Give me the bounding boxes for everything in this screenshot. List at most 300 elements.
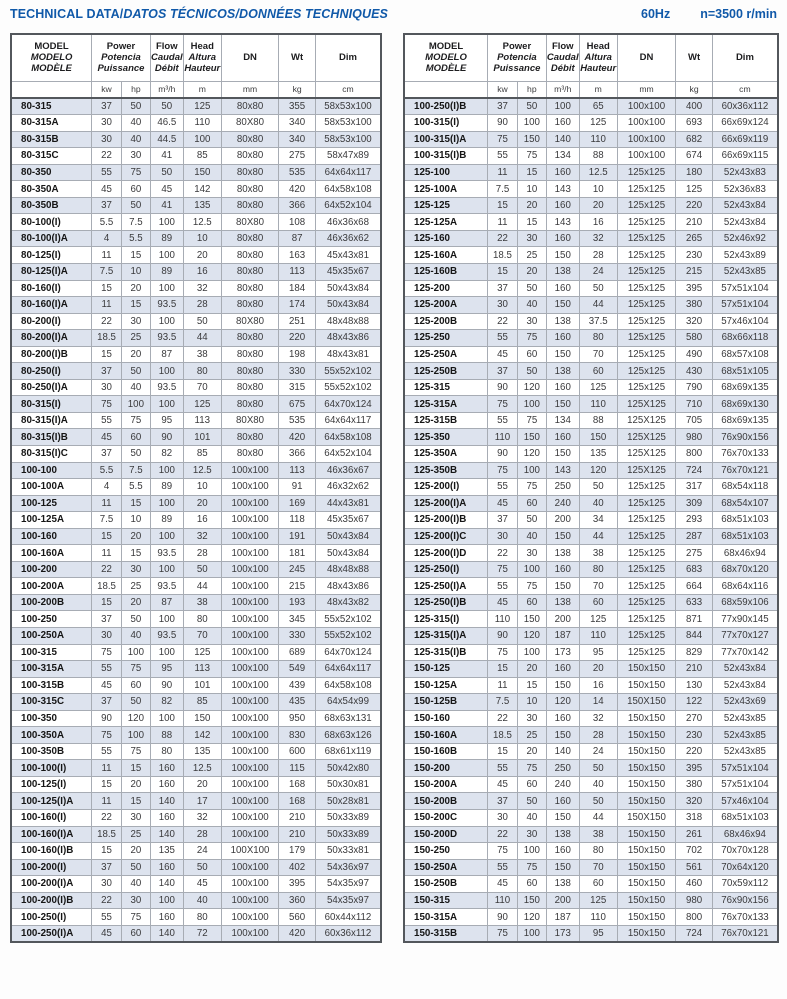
value-cell: 633 xyxy=(676,594,713,611)
value-cell: 980 xyxy=(676,429,713,446)
value-cell: 150x150 xyxy=(617,743,676,760)
value-cell: 160 xyxy=(150,776,183,793)
value-cell: 45 xyxy=(150,181,183,198)
value-cell: 28 xyxy=(579,727,617,744)
model-cell: 150-125A xyxy=(404,677,488,694)
table-row xyxy=(404,197,778,214)
model-cell: 125-250(I)A xyxy=(404,578,488,595)
value-cell: 54x35x97 xyxy=(315,892,381,909)
value-cell: 37 xyxy=(92,363,122,380)
model-cell: 125-315A xyxy=(404,396,488,413)
value-cell: 50 xyxy=(517,512,546,529)
value-cell: 682 xyxy=(676,131,713,148)
value-cell: 46x36x62 xyxy=(315,230,381,247)
value-cell: 560 xyxy=(279,909,316,926)
value-cell: 100 xyxy=(121,396,150,413)
value-cell: 90 xyxy=(92,710,122,727)
value-cell: 125x125 xyxy=(617,644,676,661)
value-cell: 100x100 xyxy=(221,628,279,645)
model-label-es: MODELO xyxy=(425,52,467,64)
table-row xyxy=(11,694,381,711)
value-cell: 50 xyxy=(183,859,221,876)
value-cell: 100x100 xyxy=(221,677,279,694)
value-cell: 100 xyxy=(517,115,546,132)
value-cell: 125 xyxy=(183,644,221,661)
value-cell: 100x100 xyxy=(221,892,279,909)
model-cell: 150-200 xyxy=(404,760,488,777)
value-cell: 790 xyxy=(676,379,713,396)
value-cell: 318 xyxy=(676,810,713,827)
value-cell: 11 xyxy=(488,164,518,181)
table-row xyxy=(404,661,778,678)
head-label-fr: Hauteur xyxy=(184,63,221,75)
model-cell: 150-125 xyxy=(404,661,488,678)
value-cell: 829 xyxy=(676,644,713,661)
value-cell: 18.5 xyxy=(488,247,518,264)
table-row xyxy=(11,909,381,926)
value-cell: 60x44x112 xyxy=(315,909,381,926)
value-cell: 37 xyxy=(92,859,122,876)
value-cell: 30 xyxy=(517,313,546,330)
table-row xyxy=(11,892,381,909)
value-cell: 150x150 xyxy=(617,892,676,909)
value-cell: 60 xyxy=(517,876,546,893)
table-row xyxy=(404,644,778,661)
value-cell: 125X125 xyxy=(617,412,676,429)
value-cell: 20 xyxy=(121,346,150,363)
value-cell: 402 xyxy=(279,859,316,876)
value-cell: 120 xyxy=(121,710,150,727)
model-cell: 100-200A xyxy=(11,578,92,595)
table-row xyxy=(404,230,778,247)
value-cell: 120 xyxy=(579,462,617,479)
value-cell: 664 xyxy=(676,578,713,595)
value-cell: 90 xyxy=(488,115,518,132)
value-cell: 693 xyxy=(676,115,713,132)
value-cell: 420 xyxy=(279,925,316,942)
value-cell: 30 xyxy=(92,628,122,645)
value-cell: 52x43x84 xyxy=(712,214,778,231)
value-cell: 50 xyxy=(517,280,546,297)
model-cell: 150-160A xyxy=(404,727,488,744)
table-row xyxy=(404,330,778,347)
value-cell: 60x36x112 xyxy=(315,925,381,942)
model-cell: 100-315B xyxy=(11,677,92,694)
value-cell: 125x125 xyxy=(617,214,676,231)
model-cell: 125-315(I)A xyxy=(404,628,488,645)
value-cell: 125x125 xyxy=(617,512,676,529)
value-cell: 37 xyxy=(488,98,518,115)
value-cell: 66x69x115 xyxy=(712,148,778,165)
model-cell: 125-160A xyxy=(404,247,488,264)
value-cell: 150 xyxy=(183,164,221,181)
value-cell: 70 xyxy=(579,346,617,363)
value-cell: 138 xyxy=(546,826,579,843)
value-cell: 250 xyxy=(546,479,579,496)
value-cell: 77x90x145 xyxy=(712,611,778,628)
model-cell: 125-200(I)C xyxy=(404,528,488,545)
value-cell: 150x150 xyxy=(617,776,676,793)
value-cell: 20 xyxy=(183,776,221,793)
value-cell: 439 xyxy=(279,677,316,694)
unit-wt: kg xyxy=(279,81,316,98)
value-cell: 150 xyxy=(517,429,546,446)
value-cell: 724 xyxy=(676,925,713,942)
model-cell: 100-160 xyxy=(11,528,92,545)
tables-container xyxy=(0,33,787,943)
value-cell: 58x53x100 xyxy=(315,98,381,115)
value-cell: 138 xyxy=(546,313,579,330)
value-cell: 134 xyxy=(546,412,579,429)
model-cell: 100-100(I) xyxy=(11,760,92,777)
model-units-cell xyxy=(404,81,488,98)
value-cell: 160 xyxy=(546,379,579,396)
value-cell: 75 xyxy=(488,843,518,860)
value-cell: 52x36x83 xyxy=(712,181,778,198)
value-cell: 28 xyxy=(183,545,221,562)
model-cell: 80-250(I)A xyxy=(11,379,92,396)
value-cell: 54x36x97 xyxy=(315,859,381,876)
wt-column-header xyxy=(676,34,713,81)
value-cell: 52x43x89 xyxy=(712,247,778,264)
value-cell: 125x125 xyxy=(617,230,676,247)
value-cell: 46.5 xyxy=(150,115,183,132)
value-cell: 64x52x104 xyxy=(315,445,381,462)
model-cell: 150-250 xyxy=(404,843,488,860)
value-cell: 600 xyxy=(279,743,316,760)
value-cell: 60 xyxy=(517,776,546,793)
value-cell: 87 xyxy=(150,346,183,363)
value-cell: 90 xyxy=(150,677,183,694)
value-cell: 90 xyxy=(488,379,518,396)
value-cell: 37 xyxy=(488,793,518,810)
flow-label-es: Caudal xyxy=(546,52,579,64)
value-cell: 60x36x112 xyxy=(712,98,778,115)
model-cell: 150-160B xyxy=(404,743,488,760)
table-row xyxy=(404,214,778,231)
value-cell: 68x69x135 xyxy=(712,379,778,396)
value-cell: 160 xyxy=(546,330,579,347)
value-cell: 150 xyxy=(546,578,579,595)
value-cell: 100X100 xyxy=(221,843,279,860)
value-cell: 125x125 xyxy=(617,164,676,181)
value-cell: 45 xyxy=(488,346,518,363)
value-cell: 101 xyxy=(183,677,221,694)
value-cell: 125x125 xyxy=(617,611,676,628)
right-table-body xyxy=(404,98,778,942)
table-row xyxy=(11,743,381,760)
value-cell: 52x43x83 xyxy=(712,164,778,181)
unit-flow: m³/h xyxy=(546,81,579,98)
value-cell: 55 xyxy=(92,743,122,760)
value-cell: 68x51x103 xyxy=(712,528,778,545)
value-cell: 80x80 xyxy=(221,263,279,280)
table-row xyxy=(404,545,778,562)
value-cell: 15 xyxy=(92,594,122,611)
value-cell: 22 xyxy=(488,826,518,843)
page-title-italic: DATOS TÉCNICOS/DONNÉES TECHNIQUES xyxy=(123,7,388,21)
value-cell: 125x125 xyxy=(617,330,676,347)
model-cell: 100-315(I)B xyxy=(404,148,488,165)
table-row xyxy=(11,330,381,347)
value-cell: 68x63x131 xyxy=(315,710,381,727)
value-cell: 980 xyxy=(676,892,713,909)
value-cell: 80x80 xyxy=(221,429,279,446)
value-cell: 160 xyxy=(546,197,579,214)
value-cell: 55x52x102 xyxy=(315,363,381,380)
value-cell: 198 xyxy=(279,346,316,363)
value-cell: 85 xyxy=(183,694,221,711)
value-cell: 320 xyxy=(676,793,713,810)
value-cell: 200 xyxy=(546,892,579,909)
model-cell: 125-100 xyxy=(404,164,488,181)
value-cell: 150 xyxy=(546,396,579,413)
value-cell: 45x35x67 xyxy=(315,512,381,529)
value-cell: 210 xyxy=(676,661,713,678)
value-cell: 45 xyxy=(92,925,122,942)
value-cell: 275 xyxy=(279,148,316,165)
value-cell: 535 xyxy=(279,164,316,181)
dn-label: DN xyxy=(243,52,257,64)
value-cell: 50x42x80 xyxy=(315,760,381,777)
value-cell: 38 xyxy=(183,594,221,611)
value-cell: 80X80 xyxy=(221,214,279,231)
value-cell: 30 xyxy=(121,561,150,578)
table-row xyxy=(11,710,381,727)
table-row xyxy=(404,843,778,860)
value-cell: 230 xyxy=(676,727,713,744)
value-cell: 77x70x142 xyxy=(712,644,778,661)
flow-label-es: Caudal xyxy=(150,52,183,64)
value-cell: 683 xyxy=(676,561,713,578)
value-cell: 75 xyxy=(92,644,122,661)
table-row xyxy=(404,479,778,496)
model-cell: 100-250(I)B xyxy=(404,98,488,115)
value-cell: 100x100 xyxy=(221,925,279,942)
value-cell: 45 xyxy=(488,495,518,512)
table-row xyxy=(404,727,778,744)
unit-head: m xyxy=(183,81,221,98)
value-cell: 68x51x103 xyxy=(712,512,778,529)
value-cell: 30 xyxy=(488,528,518,545)
table-row xyxy=(11,214,381,231)
value-cell: 40 xyxy=(121,115,150,132)
table-row xyxy=(404,115,778,132)
value-cell: 22 xyxy=(488,230,518,247)
value-cell: 25 xyxy=(121,826,150,843)
value-cell: 64x64x117 xyxy=(315,164,381,181)
left-table-body xyxy=(11,98,381,942)
model-cell: 125-200(I)B xyxy=(404,512,488,529)
value-cell: 100x100 xyxy=(221,810,279,827)
value-cell: 60 xyxy=(579,876,617,893)
model-cell: 100-160A xyxy=(11,545,92,562)
table-row xyxy=(404,876,778,893)
dn-column-header xyxy=(221,34,279,81)
value-cell: 45 xyxy=(92,181,122,198)
value-cell: 125 xyxy=(579,892,617,909)
power-label-en: Power xyxy=(502,40,532,52)
model-cell: 80-315 xyxy=(11,98,92,115)
table-row xyxy=(404,561,778,578)
model-cell: 80-350B xyxy=(11,197,92,214)
value-cell: 40 xyxy=(579,495,617,512)
value-cell: 125x125 xyxy=(617,594,676,611)
value-cell: 17 xyxy=(183,793,221,810)
value-cell: 37.5 xyxy=(579,313,617,330)
value-cell: 76x70x121 xyxy=(712,462,778,479)
table-row xyxy=(11,346,381,363)
model-cell: 80-125(I)A xyxy=(11,263,92,280)
value-cell: 64x70x124 xyxy=(315,644,381,661)
value-cell: 125 xyxy=(579,611,617,628)
value-cell: 100x100 xyxy=(617,131,676,148)
model-cell: 80-200(I)A xyxy=(11,330,92,347)
value-cell: 75 xyxy=(517,760,546,777)
value-cell: 150 xyxy=(517,892,546,909)
value-cell: 76x70x133 xyxy=(712,445,778,462)
unit-flow: m³/h xyxy=(150,81,183,98)
value-cell: 380 xyxy=(676,776,713,793)
value-cell: 125x125 xyxy=(617,528,676,545)
value-cell: 100x100 xyxy=(221,694,279,711)
value-cell: 250 xyxy=(546,760,579,777)
value-cell: 100 xyxy=(150,363,183,380)
value-cell: 160 xyxy=(546,843,579,860)
value-cell: 10 xyxy=(183,230,221,247)
value-cell: 30 xyxy=(121,313,150,330)
value-cell: 24 xyxy=(579,263,617,280)
value-cell: 100x100 xyxy=(617,98,676,115)
value-cell: 30 xyxy=(121,810,150,827)
value-cell: 68x59x106 xyxy=(712,594,778,611)
value-cell: 395 xyxy=(279,876,316,893)
value-cell: 37 xyxy=(488,512,518,529)
value-cell: 68x69x130 xyxy=(712,396,778,413)
model-cell: 125-315 xyxy=(404,379,488,396)
value-cell: 75 xyxy=(121,164,150,181)
value-cell: 100 xyxy=(517,462,546,479)
value-cell: 135 xyxy=(579,445,617,462)
table-row xyxy=(404,677,778,694)
value-cell: 40 xyxy=(121,876,150,893)
value-cell: 50x28x81 xyxy=(315,793,381,810)
value-cell: 20 xyxy=(121,280,150,297)
value-cell: 100x100 xyxy=(221,594,279,611)
value-cell: 45 xyxy=(183,876,221,893)
value-cell: 80x80 xyxy=(221,346,279,363)
value-cell: 57x51x104 xyxy=(712,280,778,297)
value-cell: 75 xyxy=(517,859,546,876)
value-cell: 75 xyxy=(488,925,518,942)
value-cell: 125 xyxy=(579,115,617,132)
table-row xyxy=(11,843,381,860)
dn-label: DN xyxy=(639,52,654,64)
value-cell: 150x150 xyxy=(617,727,676,744)
value-cell: 210 xyxy=(279,826,316,843)
value-cell: 80x80 xyxy=(221,280,279,297)
table-row xyxy=(404,512,778,529)
value-cell: 345 xyxy=(279,611,316,628)
value-cell: 68x70x120 xyxy=(712,561,778,578)
unit-head: m xyxy=(579,81,617,98)
value-cell: 120 xyxy=(517,379,546,396)
model-cell: 100-160(I)B xyxy=(11,843,92,860)
table-row xyxy=(11,363,381,380)
value-cell: 844 xyxy=(676,628,713,645)
value-cell: 125 xyxy=(183,98,221,115)
value-cell: 48x48x88 xyxy=(315,313,381,330)
value-cell: 150x150 xyxy=(617,876,676,893)
model-cell: 100-200(I)A xyxy=(11,876,92,893)
value-cell: 20 xyxy=(579,197,617,214)
table-row xyxy=(11,776,381,793)
value-cell: 125X125 xyxy=(617,396,676,413)
value-cell: 40 xyxy=(517,810,546,827)
value-cell: 38 xyxy=(579,826,617,843)
value-cell: 68x51x105 xyxy=(712,363,778,380)
value-cell: 11 xyxy=(488,214,518,231)
value-cell: 160 xyxy=(546,661,579,678)
flow-column-header xyxy=(150,34,183,81)
value-cell: 5.5 xyxy=(92,214,122,231)
value-cell: 15 xyxy=(517,677,546,694)
value-cell: 100x100 xyxy=(221,743,279,760)
value-cell: 95 xyxy=(150,412,183,429)
value-cell: 80x80 xyxy=(221,98,279,115)
value-cell: 57x51x104 xyxy=(712,776,778,793)
model-cell: 125-250B xyxy=(404,363,488,380)
table-row xyxy=(404,594,778,611)
value-cell: 460 xyxy=(676,876,713,893)
value-cell: 32 xyxy=(183,528,221,545)
value-cell: 150x150 xyxy=(617,925,676,942)
value-cell: 48x43x86 xyxy=(315,330,381,347)
model-cell: 80-315(I)A xyxy=(11,412,92,429)
model-cell: 125-200 xyxy=(404,280,488,297)
value-cell: 75 xyxy=(92,396,122,413)
value-cell: 11 xyxy=(92,247,122,264)
value-cell: 113 xyxy=(279,263,316,280)
value-cell: 100 xyxy=(517,925,546,942)
model-cell: 100-250(I) xyxy=(11,909,92,926)
model-column-header xyxy=(404,34,488,81)
value-cell: 70x70x128 xyxy=(712,843,778,860)
value-cell: 110 xyxy=(488,892,518,909)
value-cell: 24 xyxy=(579,743,617,760)
table-row xyxy=(404,909,778,926)
value-cell: 55x52x102 xyxy=(315,379,381,396)
value-cell: 20 xyxy=(121,776,150,793)
value-cell: 12.5 xyxy=(183,760,221,777)
model-cell: 80-160(I)A xyxy=(11,297,92,314)
value-cell: 45 xyxy=(92,429,122,446)
value-cell: 138 xyxy=(546,545,579,562)
value-cell: 150x150 xyxy=(617,677,676,694)
value-cell: 50 xyxy=(517,363,546,380)
value-cell: 30 xyxy=(121,148,150,165)
table-row xyxy=(11,280,381,297)
model-cell: 150-200B xyxy=(404,793,488,810)
value-cell: 60 xyxy=(121,677,150,694)
power-label-fr: Puissance xyxy=(493,63,541,75)
model-cell: 100-315 xyxy=(11,644,92,661)
table-row xyxy=(11,611,381,628)
value-cell: 10 xyxy=(121,512,150,529)
value-cell: 18.5 xyxy=(92,330,122,347)
value-cell: 60 xyxy=(517,495,546,512)
value-cell: 60 xyxy=(517,594,546,611)
